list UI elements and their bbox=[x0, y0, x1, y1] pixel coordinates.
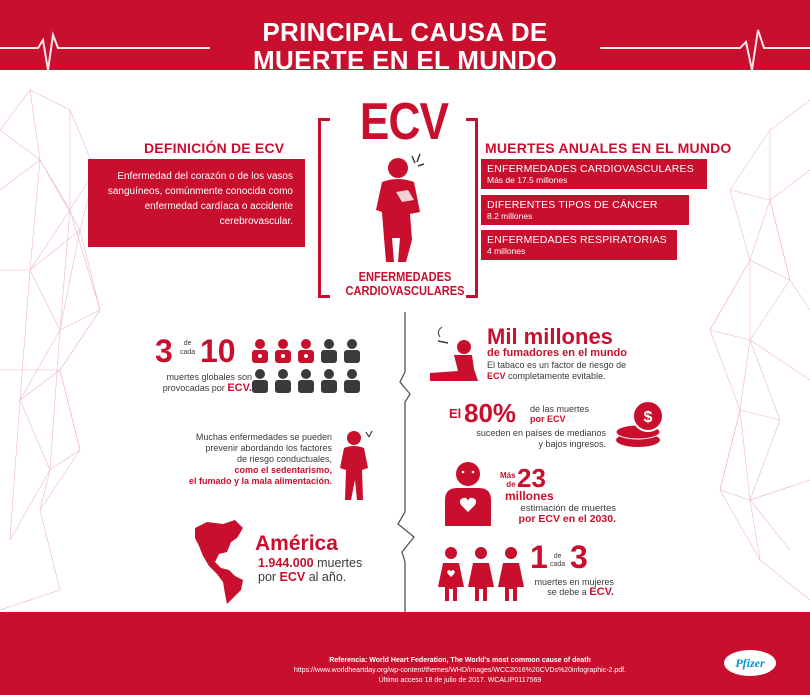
cada-label: cada bbox=[550, 561, 566, 568]
america-line-2-post: al año. bbox=[305, 570, 347, 584]
stat-3-de-cada bbox=[180, 339, 195, 357]
death-row-title: ENFERMEDADES CARDIOVASCULARES bbox=[487, 163, 694, 175]
women-1-number: 1 bbox=[530, 539, 548, 575]
projection-mas-de bbox=[500, 471, 516, 489]
projection-number: 23 bbox=[517, 463, 546, 493]
de-label: de bbox=[553, 553, 562, 560]
eighty-text bbox=[460, 428, 606, 450]
death-row-title: ENFERMEDADES RESPIRATORIAS bbox=[487, 234, 667, 246]
eighty-percent: 80% bbox=[464, 398, 517, 428]
smoking-person-icon bbox=[428, 325, 483, 385]
ten-people-grid-icon bbox=[250, 338, 370, 396]
smokers-title: Mil millones bbox=[487, 324, 613, 349]
ecv-label: ECV bbox=[279, 570, 306, 584]
america-number: 1.944.000 bbox=[258, 556, 314, 570]
women-line-2-pre: se debe a bbox=[547, 587, 590, 597]
pfizer-logo: Pfizer bbox=[724, 650, 776, 676]
prevention-text bbox=[160, 432, 332, 487]
coins-money-icon bbox=[612, 398, 670, 450]
eighty-head-1: de las muertes bbox=[530, 404, 590, 414]
prevention-line-3: de riesgo conductuales, bbox=[236, 454, 332, 464]
de-label: de bbox=[183, 340, 192, 347]
right-bracket bbox=[466, 118, 478, 298]
page-title bbox=[220, 18, 590, 74]
projection-millones: millones bbox=[505, 489, 554, 503]
eighty-head bbox=[530, 404, 589, 424]
left-bracket bbox=[318, 118, 330, 298]
projection-line-2: por ECV en el 2030. bbox=[518, 513, 616, 525]
definition-text: Enfermedad del corazón o de los vasos sanguíneos, comúnmente conocida como enfermedad cardíaca o accidente cerebrovascular. bbox=[107, 171, 293, 227]
divider-heartbeat-icon bbox=[380, 312, 430, 612]
annual-deaths-heading: MUERTES ANUALES EN EL MUNDO bbox=[485, 140, 732, 156]
women-de-cada bbox=[550, 553, 565, 569]
death-row-cvd bbox=[481, 159, 707, 189]
prevention-line-1: Muchas enfermedades se pueden bbox=[195, 432, 332, 442]
america-line-1: muertes bbox=[313, 556, 363, 570]
cada-label: cada bbox=[180, 349, 196, 356]
right-body-mesh-icon bbox=[690, 80, 810, 610]
title-line-2: MUERTE EN EL MUNDO bbox=[253, 45, 557, 75]
death-row-sub: 4 millones bbox=[487, 246, 526, 256]
ecv-label: ECV. bbox=[227, 382, 252, 394]
america-text bbox=[258, 556, 362, 584]
ecv-label: ECV bbox=[487, 371, 506, 381]
prevention-bold-2: el fumado y la mala alimentación. bbox=[188, 476, 332, 486]
header-banner bbox=[0, 0, 810, 75]
eighty-line-1: suceden en países de medianos bbox=[476, 428, 606, 438]
death-row-respiratory bbox=[481, 230, 677, 260]
stat-3-line-1: muertes globales son bbox=[166, 372, 252, 382]
women-text bbox=[526, 577, 614, 597]
ecv-name-line-1: ENFERMEDADES bbox=[358, 269, 452, 284]
reference-line-1: Referencia: World Heart Federation, The World's most common cause of death bbox=[329, 657, 591, 664]
death-row-sub: 8.2 millones bbox=[487, 211, 533, 221]
projection-text bbox=[496, 503, 616, 525]
definition-heading: DEFINICIÓN DE ECV bbox=[144, 140, 285, 156]
projection-line-1: estimación de muertes bbox=[520, 503, 616, 514]
prevention-line-2: prevenir abordando los factores bbox=[205, 443, 332, 453]
america-line-2-pre: por bbox=[258, 570, 280, 584]
ecv-acronym: ECV bbox=[359, 93, 449, 151]
america-map-icon bbox=[193, 518, 253, 606]
eighty-el: El bbox=[449, 406, 462, 421]
title-line-1: PRINCIPAL CAUSA DE bbox=[262, 17, 548, 47]
women-line-1: muertes en mujeres bbox=[534, 577, 614, 587]
left-body-mesh-icon bbox=[0, 70, 120, 610]
ecv-label: ECV. bbox=[589, 586, 614, 598]
women-3-number: 3 bbox=[570, 539, 588, 575]
stat-10-number: 10 bbox=[200, 333, 236, 369]
heart-person-icon bbox=[443, 460, 493, 528]
death-row-cancer bbox=[481, 195, 689, 225]
prevention-bold-1: como el sedentarismo, bbox=[234, 465, 332, 475]
stat-3-number: 3 bbox=[155, 333, 173, 369]
smokers-line-2: completamente evitable. bbox=[505, 371, 606, 381]
stat-3-line-2: provocadas por bbox=[162, 383, 225, 393]
sick-person-icon bbox=[336, 428, 381, 503]
death-row-sub: Más de 17.5 millones bbox=[487, 175, 568, 185]
reference-line-3: Último acceso 18 de julio de 2017. WCALIP0117569 bbox=[378, 677, 542, 684]
smokers-subtitle: de fumadores en el mundo bbox=[487, 347, 627, 359]
mas-label: Más bbox=[500, 471, 516, 480]
reference-line-2: https://www.worldheartday.org/wp-content/themes/WHD/images/WCC2016%20CVDs%20infographic-2.pdf. bbox=[293, 667, 627, 674]
eighty-line-2: y bajos ingresos. bbox=[538, 439, 606, 449]
america-title: América bbox=[255, 532, 338, 555]
three-women-icon bbox=[437, 545, 525, 603]
svg-text:$: $ bbox=[643, 409, 653, 426]
eighty-head-2: por ECV bbox=[530, 414, 566, 424]
chest-pain-person-icon bbox=[362, 150, 452, 265]
smokers-text bbox=[487, 360, 647, 382]
footer bbox=[0, 612, 810, 695]
definition-box bbox=[88, 159, 305, 247]
smokers-line-1: El tabaco es un factor de riesgo de bbox=[487, 360, 627, 370]
ecv-name-line-2: CARDIOVASCULARES bbox=[345, 283, 465, 298]
de-label: de bbox=[506, 480, 516, 489]
stat-3-text bbox=[152, 372, 252, 394]
death-row-title: DIFERENTES TIPOS DE CÁNCER bbox=[487, 199, 658, 211]
